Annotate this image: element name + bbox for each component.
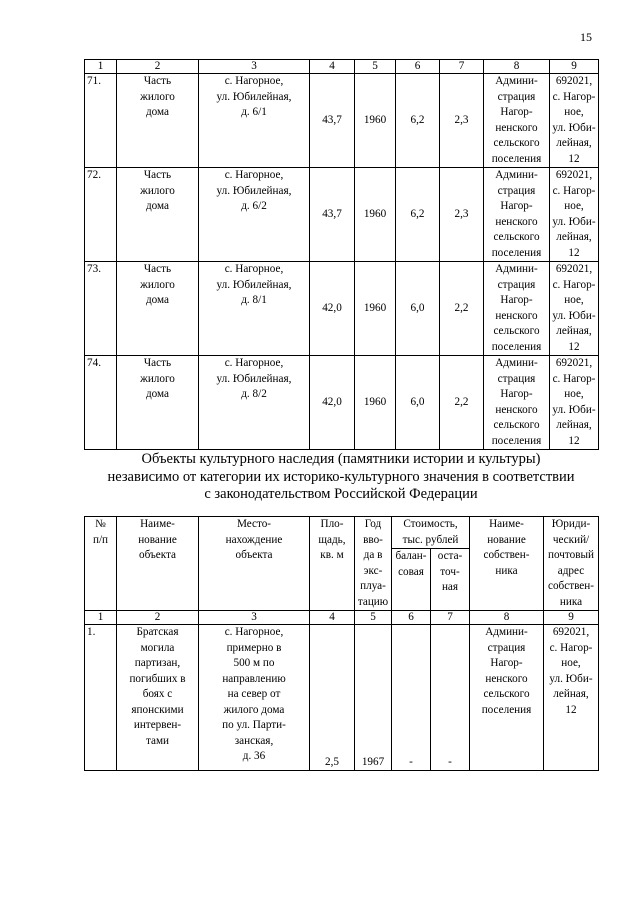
header-object-name: Наиме- нование объекта bbox=[117, 517, 199, 611]
object-location: с. Нагорное, ул. Юбилейная, д. 6/1 bbox=[199, 74, 310, 168]
object-area: 2,5 bbox=[310, 625, 355, 771]
header-number: № п/п bbox=[85, 517, 117, 611]
header-owner-name: Наиме- нование собствен- ника bbox=[470, 517, 544, 611]
column-number: 9 bbox=[550, 60, 599, 74]
balance-value: 6,0 bbox=[396, 262, 440, 356]
column-number: 6 bbox=[392, 611, 431, 625]
column-number: 4 bbox=[310, 60, 355, 74]
header-row bbox=[85, 517, 599, 549]
balance-value: 6,0 bbox=[396, 356, 440, 450]
balance-value: 6,2 bbox=[396, 74, 440, 168]
owner-name: Админи- страция Нагор- ненского сельского поселения bbox=[484, 262, 550, 356]
residual-value: 2,3 bbox=[440, 168, 484, 262]
row-number: 1. bbox=[85, 625, 117, 771]
header-location: Место- нахождение объекта bbox=[199, 517, 310, 611]
header-owner-address: Юриди- ческий/ почтовый адрес собствен- ника bbox=[544, 517, 599, 611]
residual-value: 2,2 bbox=[440, 356, 484, 450]
header-residual: оста- точ- ная bbox=[431, 549, 470, 611]
object-name: Братская могила партизан, погибших в боях с японскими интервен- тами bbox=[117, 625, 199, 771]
column-number: 1 bbox=[85, 60, 117, 74]
header-area: Пло- щадь, кв. м bbox=[310, 517, 355, 611]
residual-value: 2,3 bbox=[440, 74, 484, 168]
table-row bbox=[85, 74, 599, 168]
object-name: Часть жилого дома bbox=[117, 262, 199, 356]
column-number-row bbox=[85, 60, 599, 74]
column-number-row bbox=[85, 611, 599, 625]
column-number: 7 bbox=[440, 60, 484, 74]
column-number: 7 bbox=[431, 611, 470, 625]
header-cost: Стоимость, тыс. рублей bbox=[392, 517, 470, 549]
owner-address: 692021, с. Нагор- ное, ул. Юби- лейная, 12 bbox=[550, 168, 599, 262]
column-number: 3 bbox=[199, 611, 310, 625]
owner-name: Админи- страция Нагор- ненского сельского поселения bbox=[484, 356, 550, 450]
table-row bbox=[85, 625, 599, 771]
column-number: 6 bbox=[396, 60, 440, 74]
owner-name: Админи- страция Нагор- ненского сельского поселения bbox=[484, 74, 550, 168]
column-number: 5 bbox=[355, 60, 396, 74]
object-name: Часть жилого дома bbox=[117, 168, 199, 262]
commission-year: 1967 bbox=[355, 625, 392, 771]
header-balance: балан- совая bbox=[392, 549, 431, 611]
column-number: 2 bbox=[117, 60, 199, 74]
column-number: 5 bbox=[355, 611, 392, 625]
table-row bbox=[85, 262, 599, 356]
owner-address: 692021, с. Нагор- ное, ул. Юби- лейная, 12 bbox=[550, 74, 599, 168]
object-location: с. Нагорное, ул. Юбилейная, д. 8/1 bbox=[199, 262, 310, 356]
cultural-heritage-table bbox=[84, 516, 599, 771]
object-location: с. Нагорное, примерно в 500 м по направлению на север от жилого дома по ул. Парти- занская, д. 36 bbox=[199, 625, 310, 771]
column-number: 1 bbox=[85, 611, 117, 625]
column-number: 8 bbox=[470, 611, 544, 625]
object-area: 42,0 bbox=[310, 262, 355, 356]
owner-address: 692021, с. Нагор- ное, ул. Юби- лейная, 12 bbox=[550, 262, 599, 356]
table-row bbox=[85, 168, 599, 262]
balance-value: 6,2 bbox=[396, 168, 440, 262]
table-row bbox=[85, 356, 599, 450]
row-number: 74. bbox=[85, 356, 117, 450]
object-name: Часть жилого дома bbox=[117, 74, 199, 168]
row-number: 71. bbox=[85, 74, 117, 168]
balance-value: - bbox=[392, 625, 431, 771]
owner-address: 692021, с. Нагор- ное, ул. Юби- лейная, 12 bbox=[544, 625, 599, 771]
row-number: 73. bbox=[85, 262, 117, 356]
column-number: 8 bbox=[484, 60, 550, 74]
commission-year: 1960 bbox=[355, 74, 396, 168]
residual-value: 2,2 bbox=[440, 262, 484, 356]
object-location: с. Нагорное, ул. Юбилейная, д. 8/2 bbox=[199, 356, 310, 450]
residual-value: - bbox=[431, 625, 470, 771]
owner-name: Админи- страция Нагор- ненского сельского поселения bbox=[470, 625, 544, 771]
owner-address: 692021, с. Нагор- ное, ул. Юби- лейная, 12 bbox=[550, 356, 599, 450]
page-number: 15 bbox=[580, 30, 592, 44]
object-area: 43,7 bbox=[310, 168, 355, 262]
column-number: 2 bbox=[117, 611, 199, 625]
section-heading: Объекты культурного наследия (памятники истории и культуры) независимо от категории их историко-культурного значения в соответствии с законодательством Российской Федерации bbox=[107, 451, 575, 502]
owner-name: Админи- страция Нагор- ненского сельского поселения bbox=[484, 168, 550, 262]
column-number: 3 bbox=[199, 60, 310, 74]
header-commission-year: Год вво- да в экс- плуа- тацию bbox=[355, 517, 392, 611]
commission-year: 1960 bbox=[355, 168, 396, 262]
object-location: с. Нагорное, ул. Юбилейная, д. 6/2 bbox=[199, 168, 310, 262]
column-number: 4 bbox=[310, 611, 355, 625]
object-area: 43,7 bbox=[310, 74, 355, 168]
property-table-continued bbox=[84, 59, 599, 450]
commission-year: 1960 bbox=[355, 356, 396, 450]
commission-year: 1960 bbox=[355, 262, 396, 356]
object-name: Часть жилого дома bbox=[117, 356, 199, 450]
object-area: 42,0 bbox=[310, 356, 355, 450]
column-number: 9 bbox=[544, 611, 599, 625]
row-number: 72. bbox=[85, 168, 117, 262]
